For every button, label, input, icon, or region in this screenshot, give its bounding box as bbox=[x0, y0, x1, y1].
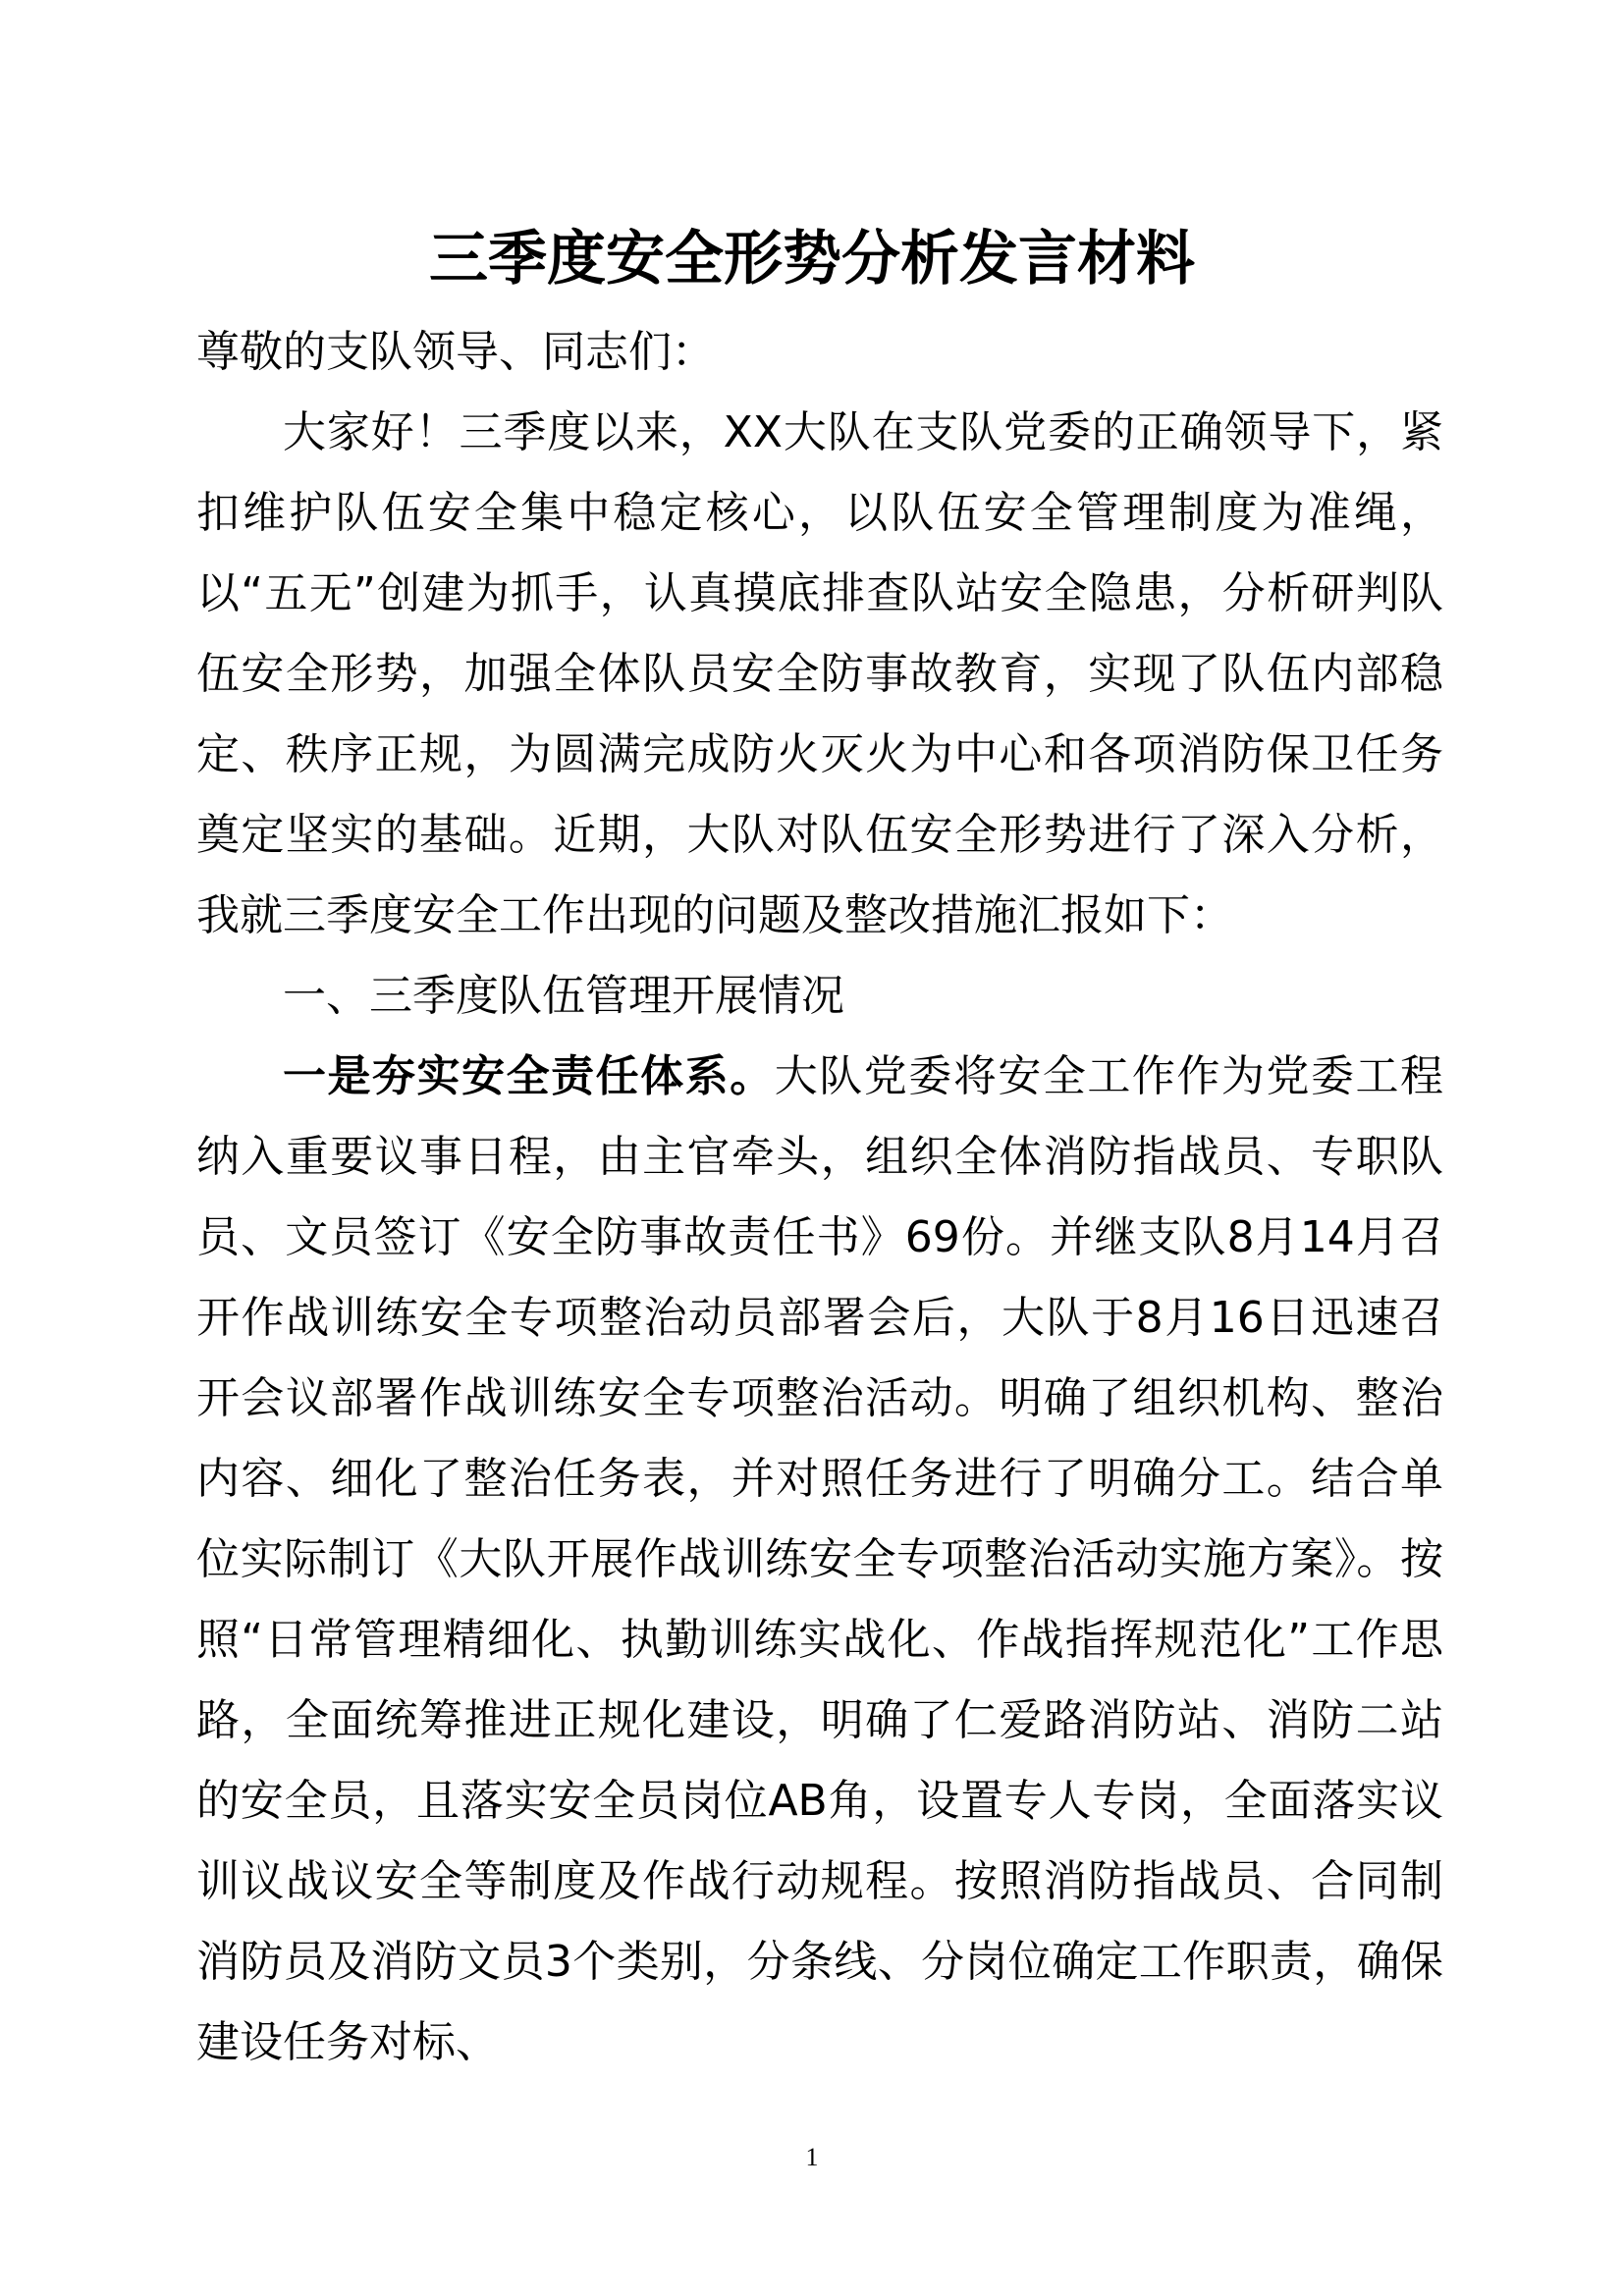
salutation: 尊敬的支队领导、同志们： bbox=[196, 327, 715, 377]
document-title: 三季度安全形势分析发言材料 bbox=[429, 225, 1195, 294]
section-heading: 一、三季度队伍管理开展情况 bbox=[283, 971, 844, 1021]
document-body bbox=[196, 312, 1443, 2083]
point-one-paragraph bbox=[196, 1037, 1443, 2083]
intro-paragraph: 大家好！三季度以来，XX大队在支队党委的正确领导下，紧扣维护队伍安全集中稳定核心，以队伍安全管理制度为准绳，以“五无”创建为抓手，认真摸底排查队站安全隐患，分析研判队伍安全形势，加强全体队员安全防事故教育，实现了队伍内部稳定、秩序正规，为圆满完成防火灭火为中心和各项消防保卫任务奠定坚实的基础。近期，大队对队伍安全形势进行了深入分析，我就三季度安全工作出现的问题及整改措施汇报如下： bbox=[196, 407, 1443, 940]
point-one-text: 大队党委将安全工作作为党委工程纳入重要议事日程，由主官牵头，组织全体消防指战员、专职队员、文员签订《安全防事故责任书》69份。并继支队8月14月召开作战训练安全专项整治动员部署会后，大队于8月16日迅速召开会议部署作战训练安全专项整治活动。明确了组织机构、整治内容、细化了整治任务表，并对照任务进行了明确分工。结合单位实际制订《大队开展作战训练安全专项整治活动实施方案》。按照“日常管理精细化、执勤训练实战化、作战指挥规范化”工作思路，全面统筹推进正规化建设，明确了仁爱路消防站、消防二站的安全员，且落实安全员岗位AB角，设置专人专岗，全面落实议训议战议安全等制度及作战行动规程。按照消防指战员、合同制消防员及消防文员3个类别，分条线、分岗位确定工作职责，确保建设任务对标、 bbox=[196, 1051, 1444, 2067]
page-number: 1 bbox=[805, 2143, 819, 2171]
point-one-lead: 一是夯实安全责任体系。 bbox=[283, 1051, 775, 1101]
